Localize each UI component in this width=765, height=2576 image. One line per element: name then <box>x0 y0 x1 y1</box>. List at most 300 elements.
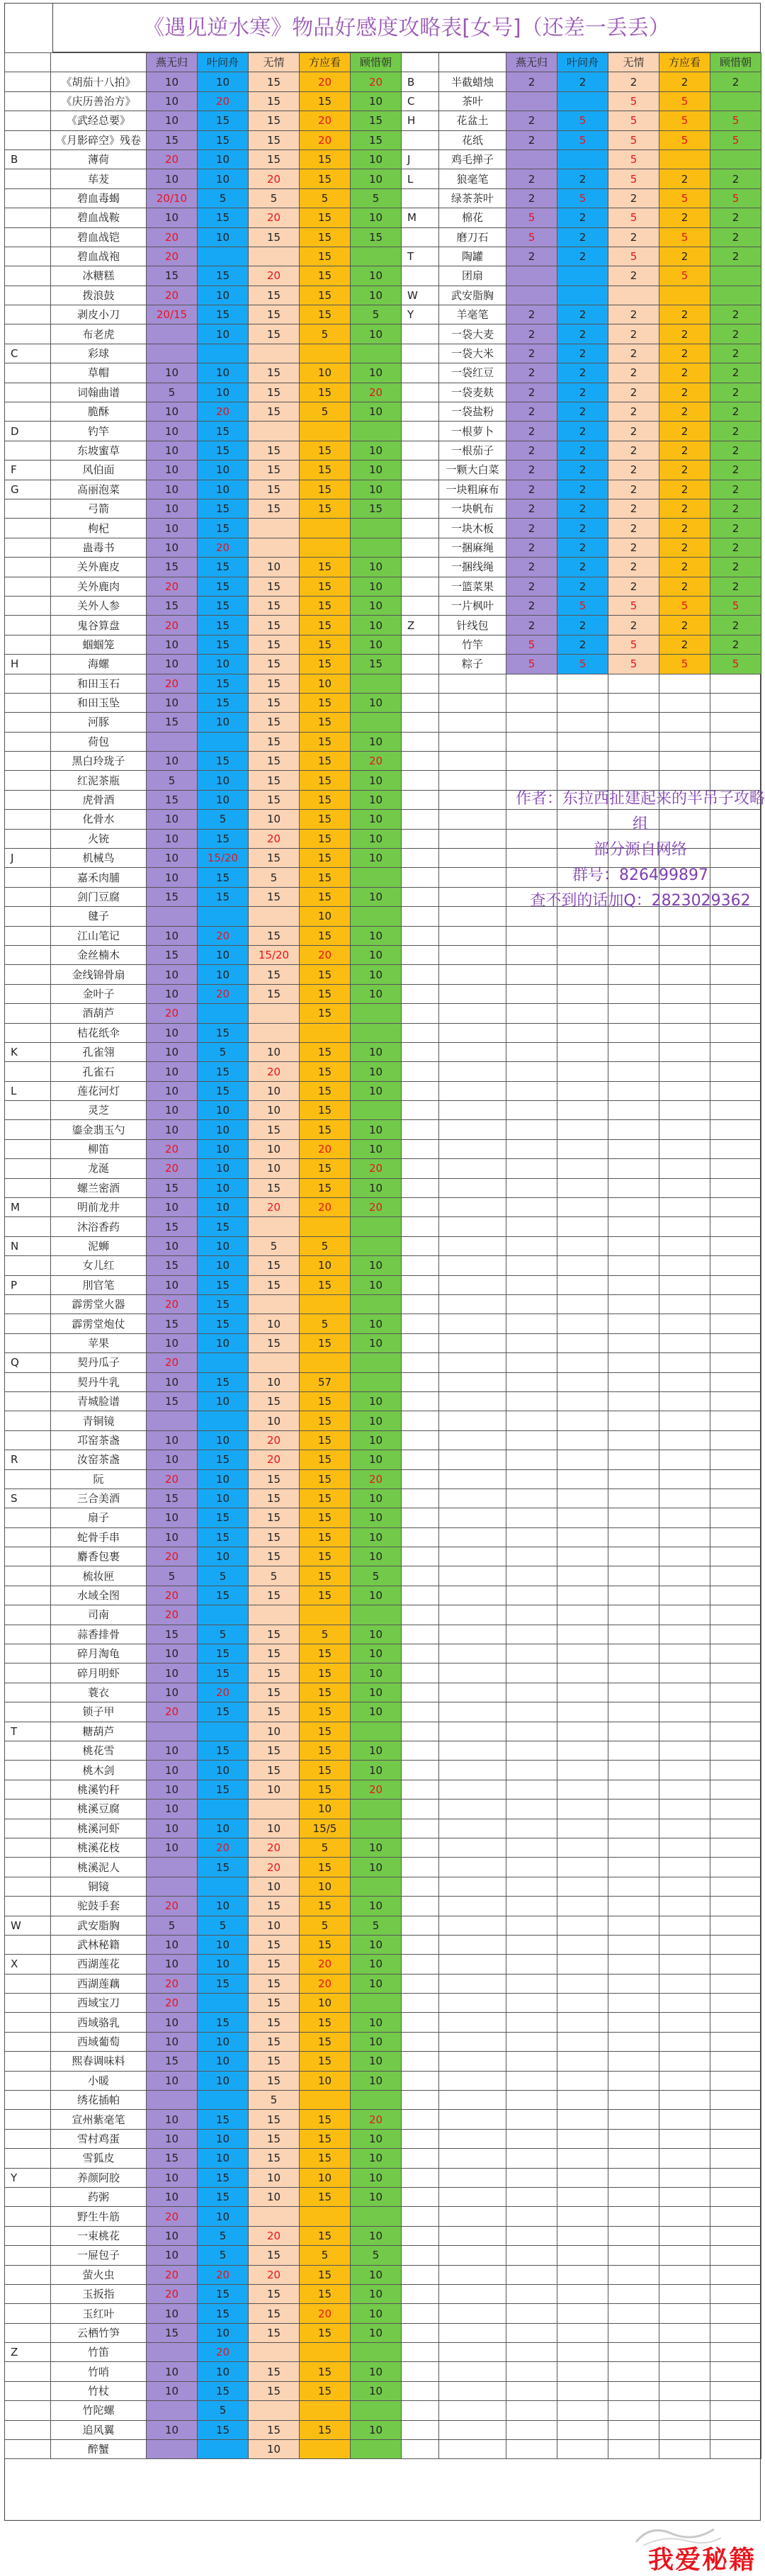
affinity-value: 10 <box>351 2013 402 2032</box>
affinity-value: 10 <box>147 810 198 829</box>
empty-cell <box>710 2149 761 2168</box>
item-name: 麝香包裹 <box>51 1547 147 1566</box>
affinity-value <box>351 1800 402 1819</box>
item-row <box>402 2149 761 2168</box>
affinity-value: 10 <box>351 693 402 712</box>
item-row <box>5 868 402 887</box>
affinity-value: 15 <box>300 2052 351 2071</box>
item-row <box>402 441 761 460</box>
item-name: 驼鼓手套 <box>51 1897 147 1916</box>
affinity-value: 20/15 <box>147 305 198 324</box>
affinity-value: 10 <box>351 1139 402 1158</box>
item-name: 梳妆匣 <box>51 1566 147 1586</box>
affinity-value: 10 <box>147 635 198 654</box>
index-letter <box>5 1663 51 1683</box>
empty-cell <box>557 1586 608 1605</box>
empty-cell <box>506 945 557 964</box>
affinity-value: 5 <box>300 2246 351 2265</box>
index-letter <box>5 2207 51 2226</box>
affinity-value: 2 <box>710 480 761 499</box>
affinity-value: 10 <box>198 2071 249 2090</box>
affinity-value: 2 <box>608 422 659 441</box>
item-row <box>402 1139 761 1158</box>
empty-cell <box>439 810 506 829</box>
affinity-value: 15 <box>147 790 198 809</box>
item-name: 陶罐 <box>439 247 506 266</box>
affinity-value: 15 <box>249 1897 300 1916</box>
item-row <box>402 1761 761 1780</box>
affinity-value: 10 <box>147 1101 198 1120</box>
empty-cell <box>710 1527 761 1547</box>
index-letter <box>5 247 51 266</box>
item-name: 鸡毛掸子 <box>439 149 506 169</box>
item-name: 金线锦骨扇 <box>51 965 147 984</box>
affinity-value: 10 <box>351 2304 402 2323</box>
index-letter <box>5 1644 51 1663</box>
index-letter <box>5 499 51 518</box>
empty-cell <box>557 1353 608 1372</box>
affinity-value: 20 <box>351 1198 402 1217</box>
affinity-value: 20 <box>351 752 402 771</box>
empty-cell <box>659 2091 710 2110</box>
item-name: 云栖竹笋 <box>51 2323 147 2342</box>
item-row <box>5 1217 402 1236</box>
item-name: 高丽泡菜 <box>51 480 147 499</box>
empty-cell <box>710 2440 761 2459</box>
empty-cell <box>506 1004 557 1023</box>
affinity-value: 10 <box>198 1761 249 1780</box>
index-letter <box>402 461 439 480</box>
item-name: 水域全图 <box>51 1586 147 1605</box>
affinity-value: 15 <box>198 2284 249 2303</box>
empty-cell <box>710 1741 761 1760</box>
empty-cell <box>608 1450 659 1469</box>
affinity-value: 10 <box>351 984 402 1003</box>
affinity-value: 2 <box>659 363 710 383</box>
affinity-value: 15 <box>300 1547 351 1566</box>
item-row <box>5 693 402 712</box>
affinity-value: 2 <box>506 247 557 266</box>
item-name: 一块帆布 <box>439 499 506 518</box>
affinity-value: 10 <box>147 422 198 441</box>
item-name: 竹笛 <box>51 2343 147 2362</box>
item-row <box>5 1994 402 2013</box>
empty-cell <box>557 1547 608 1566</box>
index-letter: L <box>5 1081 51 1100</box>
item-row <box>5 887 402 906</box>
empty-cell <box>439 1081 506 1100</box>
index-letter: Z <box>5 2343 51 2362</box>
index-letter: P <box>5 1275 51 1294</box>
empty-cell <box>608 1178 659 1197</box>
item-row <box>5 1800 402 1819</box>
affinity-value: 5 <box>608 91 659 111</box>
affinity-value: 10 <box>351 2226 402 2245</box>
affinity-value: 10 <box>198 2207 249 2226</box>
item-name: 一袋麦麸 <box>439 383 506 402</box>
item-name: 一根茄子 <box>439 441 506 460</box>
affinity-value: 10 <box>300 2168 351 2187</box>
empty-cell <box>439 693 506 712</box>
affinity-value: 20 <box>198 2343 249 2362</box>
header-character-1: 叶问舟 <box>198 53 249 72</box>
empty-cell <box>506 1101 557 1120</box>
empty-cell <box>557 1761 608 1780</box>
affinity-value: 10 <box>147 1062 198 1081</box>
empty-cell <box>710 926 761 945</box>
affinity-value <box>300 2343 351 2362</box>
affinity-value: 2 <box>557 227 608 247</box>
affinity-value: 15 <box>249 1644 300 1663</box>
affinity-value: 5 <box>659 111 710 130</box>
empty-cell <box>557 1780 608 1799</box>
item-row <box>5 1450 402 1469</box>
item-name: 养颜阿胶 <box>51 2168 147 2187</box>
item-name: 药粥 <box>51 2187 147 2206</box>
empty-cell <box>439 752 506 771</box>
affinity-value: 15 <box>147 266 198 286</box>
affinity-value: 2 <box>659 208 710 227</box>
affinity-value: 2 <box>710 558 761 577</box>
item-name: 竹陀螺 <box>51 2401 147 2420</box>
affinity-value: 10 <box>147 1935 198 1954</box>
affinity-value: 20 <box>198 1838 249 1857</box>
affinity-value: 10 <box>351 1120 402 1139</box>
item-name: 玉扳指 <box>51 2284 147 2303</box>
affinity-value <box>300 2091 351 2110</box>
affinity-value: 15 <box>198 1741 249 1760</box>
affinity-value <box>351 1217 402 1236</box>
empty-cell <box>659 2149 710 2168</box>
empty-cell <box>710 1256 761 1275</box>
item-row <box>5 1004 402 1023</box>
affinity-value: 2 <box>506 305 557 324</box>
affinity-value: 15 <box>300 1722 351 1741</box>
item-name: 竹竿 <box>439 635 506 654</box>
item-name: 金叶子 <box>51 984 147 1003</box>
item-row <box>5 907 402 926</box>
empty-cell <box>557 1702 608 1722</box>
affinity-value: 10 <box>147 965 198 984</box>
affinity-value: 10 <box>351 1935 402 1954</box>
item-row <box>5 363 402 383</box>
index-letter: C <box>5 344 51 363</box>
affinity-value: 15 <box>249 1488 300 1508</box>
item-row <box>5 1120 402 1139</box>
item-row <box>402 461 761 480</box>
item-name: 虎骨酒 <box>51 790 147 809</box>
empty-cell <box>710 1897 761 1916</box>
affinity-value: 15 <box>300 790 351 809</box>
empty-cell <box>402 1275 439 1294</box>
empty-cell <box>608 2420 659 2439</box>
item-row <box>5 208 402 227</box>
item-row <box>402 324 761 344</box>
empty-cell <box>659 1605 710 1625</box>
index-letter <box>5 790 51 809</box>
affinity-value: 20 <box>300 2304 351 2323</box>
index-letter <box>5 2381 51 2400</box>
empty-cell <box>659 1916 710 1935</box>
affinity-value <box>249 1353 300 1372</box>
affinity-value: 15 <box>249 2032 300 2051</box>
empty-cell <box>506 1858 557 1877</box>
affinity-value: 2 <box>608 616 659 635</box>
affinity-value <box>198 1004 249 1023</box>
item-name: 霹雳堂火器 <box>51 1295 147 1314</box>
empty-cell <box>439 945 506 964</box>
affinity-value <box>351 1994 402 2013</box>
empty-cell <box>506 1450 557 1469</box>
empty-cell <box>608 1586 659 1605</box>
affinity-value: 20 <box>198 402 249 422</box>
affinity-value: 10 <box>351 1586 402 1605</box>
empty-cell <box>506 1547 557 1566</box>
affinity-value: 15 <box>300 1527 351 1547</box>
empty-cell <box>402 1974 439 1993</box>
affinity-value: 2 <box>608 227 659 247</box>
empty-cell <box>402 810 439 829</box>
empty-cell <box>439 2168 506 2187</box>
empty-cell <box>710 752 761 771</box>
affinity-value: 10 <box>249 1042 300 1061</box>
item-row <box>5 616 402 635</box>
affinity-value: 15 <box>300 227 351 247</box>
empty-cell <box>659 1625 710 1644</box>
affinity-value: 15 <box>198 130 249 149</box>
affinity-value: 2 <box>506 111 557 130</box>
affinity-value <box>249 2343 300 2362</box>
empty-cell <box>557 1994 608 2013</box>
index-letter <box>5 1178 51 1197</box>
item-row <box>5 1256 402 1275</box>
empty-cell <box>710 2207 761 2226</box>
affinity-value: 10 <box>147 752 198 771</box>
affinity-value: 10 <box>351 1391 402 1411</box>
affinity-value: 10 <box>198 1333 249 1352</box>
affinity-value <box>147 344 198 363</box>
affinity-value: 15 <box>249 2149 300 2168</box>
empty-cell <box>439 2013 506 2032</box>
affinity-value: 15 <box>249 324 300 344</box>
index-letter <box>5 1780 51 1799</box>
index-letter <box>5 363 51 383</box>
affinity-value: 10 <box>351 810 402 829</box>
item-name: 司南 <box>51 1605 147 1625</box>
index-letter <box>5 2226 51 2245</box>
index-letter <box>5 1120 51 1139</box>
empty-cell <box>402 1800 439 1819</box>
item-row <box>5 2343 402 2362</box>
affinity-value: 15 <box>249 2071 300 2090</box>
index-letter <box>402 635 439 654</box>
affinity-value: 10 <box>147 1508 198 1527</box>
empty-cell <box>402 1741 439 1760</box>
affinity-value: 10 <box>147 1644 198 1663</box>
item-row <box>5 422 402 441</box>
affinity-value: 10 <box>249 558 300 577</box>
empty-cell <box>608 2381 659 2400</box>
affinity-value: 2 <box>557 616 608 635</box>
empty-cell <box>659 2362 710 2381</box>
affinity-value: 15 <box>198 635 249 654</box>
empty-cell <box>506 2187 557 2206</box>
item-row <box>5 558 402 577</box>
empty-cell <box>659 2207 710 2226</box>
index-letter <box>5 1761 51 1780</box>
item-row <box>402 1198 761 1217</box>
empty-cell <box>608 1547 659 1566</box>
item-row <box>402 1256 761 1275</box>
affinity-value: 15 <box>249 2420 300 2439</box>
item-row <box>5 247 402 266</box>
empty-cell <box>439 2401 506 2420</box>
affinity-value: 20 <box>351 1159 402 1178</box>
empty-cell <box>608 1042 659 1061</box>
affinity-value: 10 <box>147 1450 198 1469</box>
index-letter <box>402 577 439 596</box>
affinity-value: 15 <box>249 499 300 518</box>
affinity-value: 20 <box>351 1469 402 1488</box>
affinity-value: 2 <box>710 324 761 344</box>
affinity-value <box>351 1605 402 1625</box>
empty-cell <box>557 2381 608 2400</box>
item-row <box>402 130 761 149</box>
empty-cell <box>506 1411 557 1430</box>
empty-cell <box>402 1683 439 1702</box>
affinity-value <box>198 907 249 926</box>
affinity-value: 2 <box>506 188 557 208</box>
affinity-value: 15 <box>147 130 198 149</box>
item-name: 《胡茄十八拍》 <box>51 72 147 91</box>
empty-cell <box>608 1800 659 1819</box>
affinity-value: 5 <box>198 2246 249 2265</box>
empty-cell <box>402 1994 439 2013</box>
empty-cell <box>557 732 608 751</box>
affinity-value: 15 <box>300 2323 351 2342</box>
index-letter <box>5 1217 51 1236</box>
affinity-value: 15 <box>147 1391 198 1411</box>
empty-cell <box>659 2401 710 2420</box>
index-letter <box>402 499 439 518</box>
index-letter <box>5 1566 51 1586</box>
index-letter: J <box>5 849 51 868</box>
index-letter <box>5 732 51 751</box>
index-letter: N <box>5 1236 51 1255</box>
empty-cell <box>710 1916 761 1935</box>
empty-cell <box>710 2071 761 2090</box>
empty-cell <box>506 752 557 771</box>
affinity-value: 15 <box>198 1527 249 1547</box>
empty-cell <box>710 1974 761 1993</box>
affinity-value: 2 <box>506 363 557 383</box>
empty-cell <box>402 693 439 712</box>
affinity-value: 15 <box>300 2265 351 2284</box>
affinity-value: 15 <box>351 655 402 674</box>
empty-cell <box>710 1411 761 1430</box>
item-name: 追风翼 <box>51 2420 147 2439</box>
empty-cell <box>659 1101 710 1120</box>
affinity-value: 15 <box>249 1527 300 1547</box>
item-name: 一块粗麻布 <box>439 480 506 499</box>
item-name: 蓑衣 <box>51 1683 147 1702</box>
empty-cell <box>439 2226 506 2245</box>
item-row <box>5 1139 402 1158</box>
item-row <box>5 596 402 615</box>
affinity-value <box>198 1722 249 1741</box>
empty-cell <box>402 1527 439 1547</box>
affinity-value: 20 <box>147 1353 198 1372</box>
empty-cell <box>439 829 506 848</box>
item-row <box>402 1819 761 1838</box>
empty-cell <box>439 1023 506 1042</box>
affinity-value: 2 <box>710 305 761 324</box>
empty-cell <box>557 1004 608 1023</box>
item-row <box>5 538 402 557</box>
affinity-value: 10 <box>198 713 249 732</box>
empty-cell <box>439 1372 506 1391</box>
empty-cell <box>506 1469 557 1488</box>
affinity-value: 5 <box>659 130 710 149</box>
affinity-value <box>608 286 659 305</box>
item-row <box>402 1974 761 1993</box>
item-row <box>402 247 761 266</box>
affinity-value: 15 <box>300 1663 351 1683</box>
affinity-value: 20 <box>147 286 198 305</box>
affinity-value: 10 <box>300 674 351 693</box>
item-name: 和田玉坠 <box>51 693 147 712</box>
affinity-value: 15 <box>198 422 249 441</box>
empty-cell <box>608 1877 659 1896</box>
empty-cell <box>659 1236 710 1255</box>
item-name: 柳笛 <box>51 1139 147 1158</box>
affinity-value: 2 <box>506 324 557 344</box>
empty-cell <box>557 713 608 732</box>
empty-cell <box>608 945 659 964</box>
affinity-value: 15 <box>198 2304 249 2323</box>
empty-cell <box>439 1605 506 1625</box>
index-letter <box>402 227 439 247</box>
empty-cell <box>402 907 439 926</box>
item-row <box>402 1411 761 1430</box>
empty-cell <box>710 1062 761 1081</box>
empty-cell <box>710 1644 761 1663</box>
item-row <box>5 305 402 324</box>
empty-cell <box>557 1256 608 1275</box>
affinity-value: 15 <box>198 674 249 693</box>
index-letter <box>402 188 439 208</box>
item-row <box>402 616 761 635</box>
empty-cell <box>439 1897 506 1916</box>
affinity-value: 15 <box>147 2323 198 2342</box>
right-table <box>401 52 761 2459</box>
item-row <box>402 2440 761 2459</box>
affinity-value: 15 <box>300 91 351 111</box>
affinity-value: 15 <box>249 2381 300 2400</box>
affinity-value: 10 <box>198 169 249 188</box>
empty-cell <box>557 1819 608 1838</box>
affinity-value: 10 <box>198 2032 249 2051</box>
affinity-value: 2 <box>659 635 710 654</box>
index-letter: B <box>402 72 439 91</box>
item-row <box>402 2304 761 2323</box>
index-letter <box>402 324 439 344</box>
affinity-value: 2 <box>659 461 710 480</box>
affinity-value: 10 <box>147 1042 198 1061</box>
empty-cell <box>659 984 710 1003</box>
empty-cell <box>402 1023 439 1042</box>
empty-cell <box>608 1275 659 1294</box>
